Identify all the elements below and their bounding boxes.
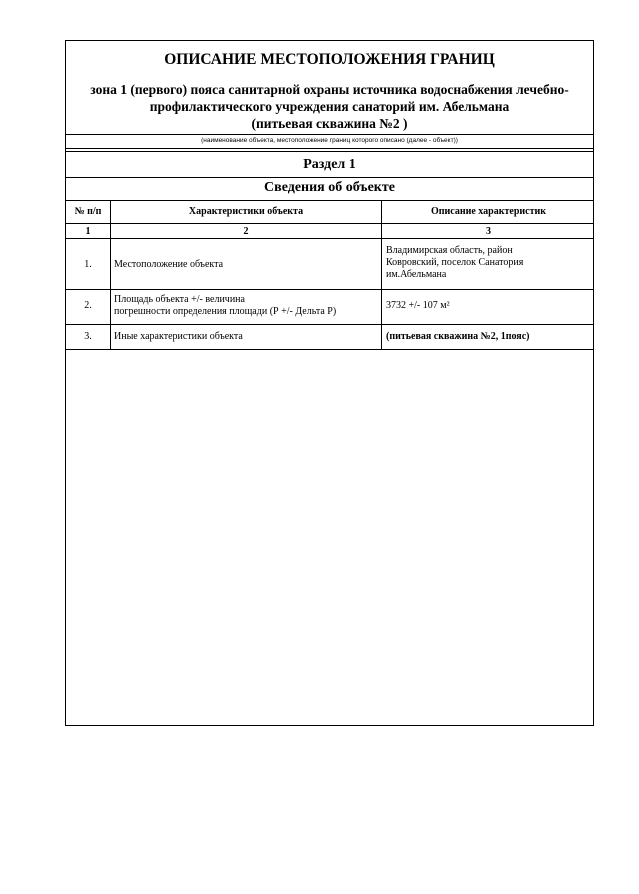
row-2-characteristic-line: Площадь объекта +/- величина bbox=[114, 294, 245, 305]
subtitle-line-2: профилактического учреждения санаторий им. Абельмана bbox=[149, 99, 510, 114]
column-number-2: 2 bbox=[243, 226, 249, 237]
row-1-description-line: Ковровский, поселок Санатория bbox=[386, 257, 524, 268]
row-1-description-line: им.Абельмана bbox=[386, 269, 447, 280]
header-characteristic: Характеристики объекта bbox=[188, 206, 304, 217]
row-3-description: (питьевая скважина №2, 1пояс) bbox=[386, 331, 530, 342]
header-description: Описание характеристик bbox=[430, 206, 547, 217]
table-header-border bbox=[66, 223, 593, 224]
document-frame bbox=[65, 40, 594, 726]
row-1-description bbox=[386, 245, 523, 281]
divider bbox=[66, 148, 593, 149]
row-1-characteristic: Местоположение объекта bbox=[114, 259, 224, 270]
object-caption: (наименование объекта, местоположение границ которого описано (далее - объект)) bbox=[201, 137, 458, 144]
table-column-divider bbox=[110, 200, 111, 349]
row-1-description-line: Владимирская область, район bbox=[386, 245, 513, 256]
table-top-border bbox=[66, 200, 593, 201]
header-number: № п/п bbox=[74, 206, 102, 217]
row-1-number: 1. bbox=[84, 259, 92, 270]
table-row-border bbox=[66, 324, 593, 325]
row-3-number: 3. bbox=[84, 331, 92, 342]
table-bottom-border bbox=[66, 349, 593, 350]
table-colnum-border bbox=[66, 238, 593, 239]
divider bbox=[66, 177, 593, 178]
subtitle-line-3: (питьевая скважина №2 ) bbox=[251, 116, 408, 131]
column-number-3: 3 bbox=[486, 226, 491, 237]
table-column-divider bbox=[381, 200, 382, 349]
row-2-number: 2. bbox=[84, 300, 92, 311]
row-2-characteristic-line: погрешности определения площади (Р +/- Дельта Р) bbox=[114, 306, 337, 317]
section-title: Раздел 1 bbox=[303, 157, 356, 172]
document-subtitle bbox=[70, 81, 589, 132]
column-number-1: 1 bbox=[85, 226, 91, 237]
subtitle-line-1: зона 1 (первого) пояса санитарной охраны источника водоснабжения лечебно- bbox=[90, 82, 569, 97]
row-3-characteristic: Иные характеристики объекта bbox=[114, 331, 243, 342]
table-row-border bbox=[66, 289, 593, 290]
divider bbox=[66, 134, 593, 135]
row-2-characteristic bbox=[114, 294, 336, 318]
divider bbox=[66, 151, 593, 152]
document-title: ОПИСАНИЕ МЕСТОПОЛОЖЕНИЯ ГРАНИЦ bbox=[164, 51, 495, 68]
row-2-description: 3732 +/- 107 м² bbox=[386, 300, 450, 311]
section-subtitle: Сведения об объекте bbox=[264, 180, 395, 195]
